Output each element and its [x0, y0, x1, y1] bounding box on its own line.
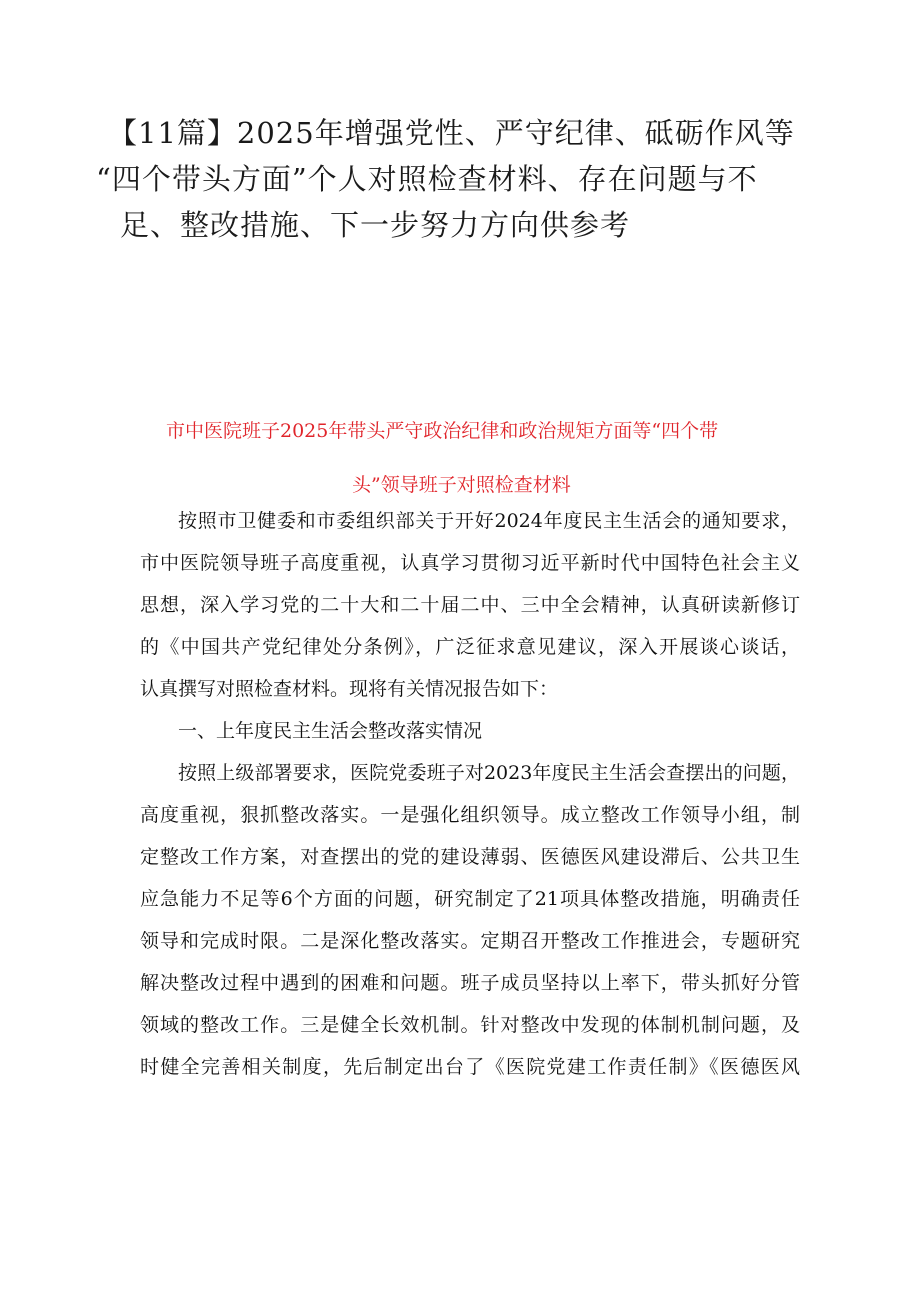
paragraph-line: 高度重视，狠抓整改落实。一是强化组织领导。成立整改工作领导小组，制: [140, 804, 800, 826]
section-subheading: 一、上年度民主生活会整改落实情况: [178, 720, 483, 742]
paragraph-line: 应急能力不足等6个方面的问题，研究制定了21项具体整改措施，明确责任: [140, 888, 800, 910]
title-line: “四个带头方面”个人对照检查材料、存在问题与不: [96, 162, 758, 196]
section-heading: [166, 404, 786, 512]
paragraph-line: 时健全完善相关制度，先后制定出台了《医院党建工作责任制》《医德医风: [140, 1056, 800, 1078]
paragraph-line: 按照市卫健委和市委组织部关于开好2024年度民主生活会的通知要求，: [178, 510, 800, 532]
title-line: 【11篇】2025年增强党性、严守纪律、砥砺作风等: [108, 116, 795, 150]
body-text: [140, 500, 800, 1088]
document-title: [96, 110, 836, 248]
paragraph-line: 解决整改过程中遇到的困难和问题。班子成员坚持以上率下，带头抓好分管: [140, 972, 800, 994]
paragraph-line: 定整改工作方案，对查摆出的党的建设薄弱、医德医风建设滞后、公共卫生: [140, 846, 800, 868]
paragraph-line: 按照上级部署要求，医院党委班子对2023年度民主生活会查摆出的问题，: [178, 762, 800, 784]
section-heading-line: 头”领导班子对照检查材料: [352, 474, 571, 496]
paragraph-line: 市中医院领导班子高度重视，认真学习贯彻习近平新时代中国特色社会主义: [140, 552, 800, 574]
paragraph-line: 的《中国共产党纪律处分条例》，广泛征求意见建议，深入开展谈心谈话，: [140, 636, 800, 658]
paragraph-line: 认真撰写对照检查材料。现将有关情况报告如下：: [140, 678, 559, 700]
paragraph-line: 领导和完成时限。二是深化整改落实。定期召开整改工作推进会，专题研究: [140, 930, 800, 952]
paragraph-line: 领域的整改工作。三是健全长效机制。针对整改中发现的体制机制问题，及: [140, 1014, 800, 1036]
title-line: 足、整改措施、下一步努力方向供参考: [120, 208, 631, 242]
section-heading-line: 市中医院班子2025年带头严守政治纪律和政治规矩方面等“四个带: [166, 420, 719, 442]
paragraph-line: 思想，深入学习党的二十大和二十届二中、三中全会精神，认真研读新修订: [140, 594, 800, 616]
